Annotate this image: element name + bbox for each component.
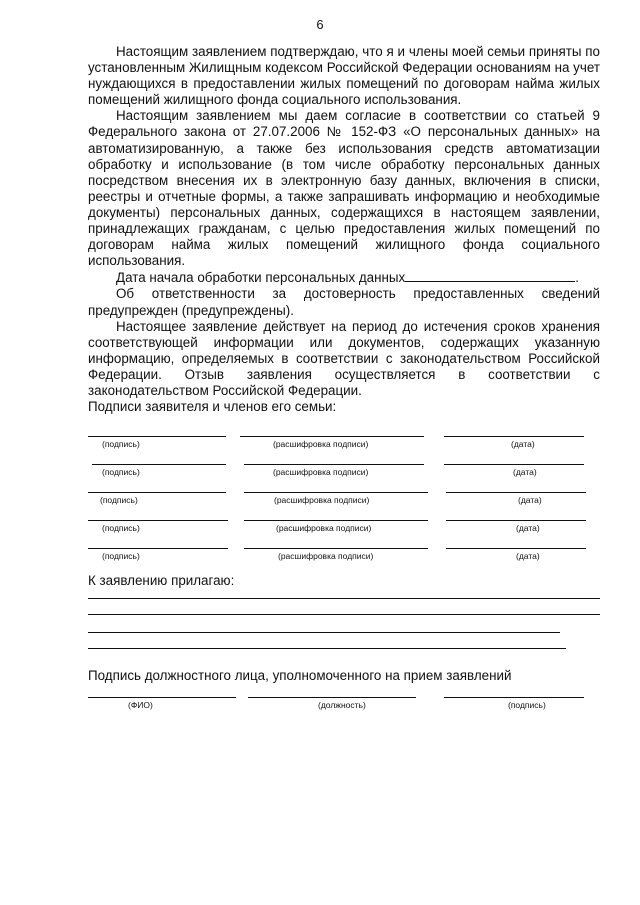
signature-row — [88, 464, 600, 492]
processing-start-line — [88, 269, 600, 286]
decode-caption: (расшифровка подписи) — [274, 495, 370, 505]
validity-paragraph: Настоящее заявление действует на период до истечения сроков хранения соответствующей информации или документов, содержащих указанную информацию, определяемых в соответствии с законодательством Российской Федерации. Отзыв заявления осуществляется в соответствии с законодательством Российской Федерации. — [88, 318, 600, 398]
signature-caption: (подпись) — [102, 467, 140, 477]
signature-line — [88, 492, 226, 493]
date-line — [444, 436, 584, 437]
official-sign-line — [444, 697, 584, 698]
processing-start-label: Дата начала обработки персональных данных — [116, 270, 406, 286]
signature-row — [88, 436, 600, 464]
date-line — [446, 520, 586, 521]
date-line — [446, 492, 586, 493]
attachment-line — [88, 648, 566, 649]
signature-row — [88, 520, 600, 548]
signature-table — [88, 436, 600, 576]
confirmation-paragraph: Настоящим заявлением подтверждаю, что я и члены моей семьи приняты по установленным Жилищным кодексом Российской Федерации основаниям на учет нуждающихся в предоставлении жилых помещений по договорам найма жилых помещений жилищного фонда социального использования. — [88, 44, 600, 108]
attachment-line — [88, 614, 600, 615]
consent-paragraph: Настоящим заявлением мы даем согласие в соответствии со статьей 9 Федерального закона от 27.07.2006 № 152-ФЗ «О персональных данных» на автоматизированную, а также без использования средств автоматизации обработку и использование (в том числе обработку персональных данных посредством внесения их в электронную базу данных, включения в списки, реестры и отчетные формы, а также запрашивать информацию и необходимые документы) персональных данных, содержащихся в настоящем заявлении, принадлежащих гражданам, с целью предоставления жилых помещений по договорам найма жилых помещений жилищного фонда социального использования. — [88, 108, 600, 269]
official-position-caption: (должность) — [318, 700, 366, 710]
signature-caption: (подпись) — [100, 495, 138, 505]
statement-body — [88, 44, 600, 415]
date-line — [444, 464, 584, 465]
attachments-title: К заявлению прилагаю: — [88, 573, 235, 588]
signature-line — [88, 548, 228, 549]
date-caption: (дата) — [516, 551, 540, 561]
signatures-title: Подписи заявителя и членов его семьи: — [88, 399, 337, 415]
date-caption: (дата) — [516, 523, 540, 533]
decode-caption: (расшифровка подписи) — [278, 551, 374, 561]
decode-line — [244, 492, 428, 493]
attachment-line — [88, 632, 560, 633]
decode-caption: (расшифровка подписи) — [273, 439, 369, 449]
signature-caption: (подпись) — [102, 439, 140, 449]
official-fio-line — [88, 697, 236, 698]
processing-start-end: . — [575, 270, 579, 286]
signature-row — [88, 548, 600, 576]
signature-line — [88, 520, 228, 521]
attachment-line — [88, 598, 600, 599]
decode-line — [244, 520, 428, 521]
official-position-line — [248, 697, 416, 698]
signature-line — [88, 436, 226, 437]
signature-line — [92, 464, 226, 465]
date-caption: (дата) — [511, 439, 535, 449]
decode-line — [244, 464, 424, 465]
official-sign-caption: (подпись) — [508, 700, 546, 710]
decode-caption: (расшифровка подписи) — [273, 467, 369, 477]
signature-caption: (подпись) — [102, 551, 140, 561]
date-caption: (дата) — [518, 495, 542, 505]
page-number: 6 — [316, 17, 324, 32]
date-caption: (дата) — [513, 467, 537, 477]
official-signature-title: Подпись должностного лица, уполномоченного на прием заявлений — [88, 668, 512, 683]
signature-caption: (подпись) — [102, 523, 140, 533]
decode-caption: (расшифровка подписи) — [276, 523, 372, 533]
official-fio-caption: (ФИО) — [128, 700, 153, 710]
decode-line — [240, 436, 424, 437]
signature-row — [88, 492, 600, 520]
date-line — [446, 548, 586, 549]
processing-start-blank — [405, 269, 575, 282]
responsibility-paragraph: Об ответственности за достоверность предоставленных сведений предупрежден (предупреждены). — [88, 286, 600, 318]
decode-line — [244, 548, 428, 549]
